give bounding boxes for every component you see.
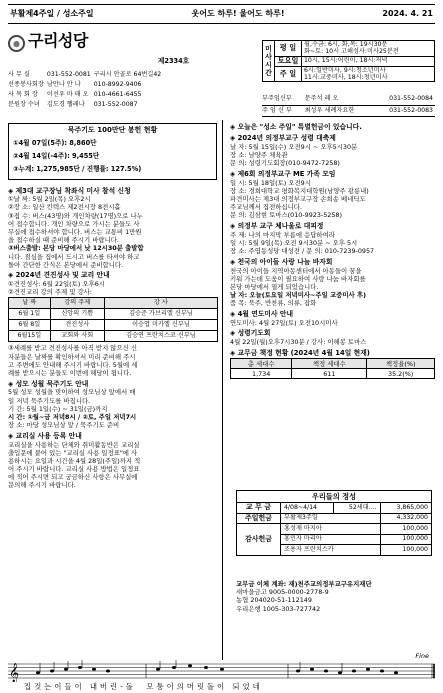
memorial-mass-title: ◈ 4월 연도미사 안내 [230, 309, 294, 318]
parish-name: 구리성당 [28, 31, 88, 50]
table-row: 6월 8일 견진성사 이승엽 미카엘 신부님 [9, 320, 218, 331]
confirmation-schedule-table: 날 짜 강의 주제 강 사 6월 1일 신앙의 기쁨 김승준 가브리엘 신부님 6월 8일 견진성사 이승엽 미카엘 신부님 6월15일 교회와 사회 김승연 프란치스코 신부님 [8, 297, 218, 342]
table-row: 1,734 611 35.2(%) [231, 369, 435, 379]
mass-saturday-times: 10시, 15시:어린이, 18시:저녁 [302, 56, 435, 66]
pilgrimage-title: ◈ 제3대 교구장님 착좌식 미사 참석 신청 [8, 186, 131, 195]
mass-saturday-label: 토요일 [275, 56, 302, 66]
column-divider [222, 120, 223, 660]
bank-accounts: 교무금 이체 계좌: 재)천주교의정부교구유지재단 새마을금고 9005-0000-2778-9 농협 204020-51-112149 우리은행 1005-303-727742 [236, 580, 372, 613]
music-staff-icon [8, 660, 435, 682]
may-rosary-title: ◈ 성모 성월 묵주기도 안내 [8, 379, 89, 388]
parish-contacts: 사 무 실 031-552-0081 구리시 안골로 64번길42 선종봉사회장 남만나 안 나 010-8992-9406 사 목 회 장 이선우 마 태 오 010-4661-6455 분원장 수녀 김도경 헬레나 031-552-0087 [8, 71, 162, 108]
right-column: ◈ 오늘은 "성소 주일" 특별헌금이 있습니다. ◈ 2024년 의정부교구 성령 대축제 날 자: 5월 15일(수) 오전9시 ~ 오후5시30분 장 소: 남양주 체육관 문 의: 성령기도회장(010-9472-7258) ◈ 제6회 의정부교구 ME 가족 모임 일 시: 5월 18일(토) 오전9시 장 소: 경희대학교 평화복지대학원(남양주 광릉내) 파견미사는 제3대 의정부교구장 손희송 베네딕도 주교님께서 집전하십니다. 문 의: 김삼현 토마스(010-9923-5258) ◈ 의정부 교구 체나울로 대피정 주 제: 나의 마지막 부름에 응답하여라 일 시: 5월 9일(목) 오전 9시30분 ~ 오후 5시 장 소: 주엽동성당 대성전 / 문 의: 010-7239-0957 ◈ 천국의 아이들 사랑 나눔 바자회 천국의 아이들 지역아동센터에서 아동들이 꿈을 키워 가는데 도움이 필요하여 사랑 나눔 바자회를 본당 마당에서 열게 되었습니다. 날 자: 오늘(토요일 저녁미사~주일 교중미사 후) 품 목: 묵주, 반찬류, 의류, 잡화 ◈ 4월 연도미사 안내 연도미사: 4월 27일(토) 오전10시미사 ◈ 성령기도회 4월 22일(월)오후7시30분 / 강사: 이해봉 토마스 ◈ 교무금 책정 현황 (2024년 4월 14일 현재) 총 세대수 책정 세대수 책정율(%) 1,734 611 35.2(%) [230, 123, 435, 379]
mass-schedule-side-label: 미 사 시 간 [263, 41, 275, 82]
rosary-line-1: ①4월 07일(5주): 8,860단 [13, 139, 97, 147]
rosary-line-3: ③누계: 1,275,985단 / 진행률: 127.5%) [13, 165, 142, 173]
vocation-sunday-notice: ◈ 오늘은 "성소 주일" 특별헌금이 있습니다. [230, 123, 362, 131]
classroom-title: ◈ 교리실 사용 등록 안내 [8, 431, 82, 440]
mass-weekday-label: 평 일 [275, 41, 302, 57]
mass-schedule [262, 40, 435, 82]
hymn-staff [8, 652, 435, 693]
table-row: 6월15일 교회와 사회 김승연 프란치스코 신부님 [9, 331, 218, 342]
spirit-festival-title: ◈ 2024년 의정부교구 성령 대축제 [230, 134, 336, 143]
hymn-lyrics: 집 것 는 이 들 이 내 버 린 - 돌 모 퉁 이 의 머 릿 돌 이 되 었 네 [24, 682, 261, 691]
offering-title: 우리들의 정성 [237, 491, 432, 503]
confirmation-title: ◈ 2024년 견진성사 및 교리 안내 [8, 271, 110, 280]
svg-text:𝄞: 𝄞 [9, 663, 20, 682]
bulletin-header [8, 4, 435, 24]
census-title: ◈ 교무금 책정 현황 (2024년 4월 14일 현재) [230, 348, 370, 357]
rosary-status-box [8, 123, 217, 180]
rosary-line-2: ②4월 14일(-4주): 9,455단 [13, 152, 100, 160]
left-column: ◈ 제3대 교구장님 착좌식 미사 참석 신청 ①날 짜: 5월 2일(목) 오후2시 ②장 소: 일산 킨텍스 제2전시장 8전시홀 ③접 수: 버스(43명)와 개인차량(17명)으로 나누 어 접수합니다. 개인 차량으로 가시는 분들도 사 무실에 접수하셔야 합니다. 버스는 교통비 1만원 을 접수하실 때 준비해 주시기 바랍니다. ③버스출발: 본당 마당에서 낮 12시30분 출발합 니다. 점심을 집에서 드시고 버스를 타셔야 하고 돌아 간단한 간식은 본당에서 준비합니다. ◈ 2024년 견진성사 및 교리 안내 ①견진성사: 6월 22일(토) 오후6시 ②견진교리 강의 주제 및 강사: 날 짜 강의 주제 강 사 6월 1일 신앙의 기쁨 김승준 가브리엘 신부님 6월 8일 견진성사 이승엽 미카엘 신부님 6월15일 교회와 사회 김승연 프란치스코 신부님 ③세례를 받고 견진성사를 아직 받지 않으신 신 자분들은 날짜를 확인하셔서 미리 준비해 주시 고 주변에도 안내해 주시기 바랍니다. 5월에 세 례를 받으시는 분들도 이번에 해당이 됩니다. ◈ 성모 성월 묵주기도 안내 5월 성모 성월을 맞이하여 성모님상 앞에서 매 일 저녁 묵주기도를 바칩니다. 기 간: 5월 1일(수) ~ 31일(금)까지 시 간: ①월~금 저녁8시 / ②토, 주일 저녁7시 장 소: 마당 성모님상 앞 / 묵주기도 준비 ◈ 교리실 사용 등록 안내 교리실을 사용하는 단체와 취미활동반은 교리실 출입문에 붙어 있는 "교리실 사용 일정표"에 사 용하시는 요일과 시간을 4월 28일(주일)까지 적 어 주시기 바랍니다. 교리실 사용 방법은 일정표 에 적어 주시면 되고 궁금하신 사항은 사무실에 문의해 주시기 바랍니다. [8, 184, 218, 490]
motto: 웃어도 하루! 울어도 하루! [191, 8, 285, 18]
prayer-meeting-title: ◈ 성령기도회 [230, 329, 271, 338]
parish-block [8, 29, 258, 119]
rosary-title: 묵주기도 100만단 봉헌 현황 [67, 126, 158, 134]
me-family-title: ◈ 제6회 의정부교구 ME 가족 모임 [230, 169, 336, 178]
mass-sunday-label: 주 일 [275, 66, 302, 82]
census-table: 총 세대수 책정 세대수 책정율(%) 1,734 611 35.2(%) [230, 358, 435, 379]
bazaar-title: ◈ 천국의 아이들 사랑 나눔 바자회 [230, 257, 333, 266]
mass-weekday-times: 월,수금: 6시, 화,목: 19시30분 화~토: 10시 고해성사:미사25분전 [302, 41, 435, 57]
fine-marker: Fine [415, 652, 429, 660]
issue-number: 제2334호 [158, 57, 190, 65]
bulletin-date: 2024. 4. 21 [382, 8, 433, 18]
table-row: 6월 1일 신앙의 기쁨 김승준 가브리엘 신부님 [9, 309, 218, 320]
parish-emblem-icon [8, 35, 25, 52]
clergy-contacts: 부주임신부 문주석 레 오 031-552-0084 주 임 신 부 최성우 세례자요한 031-552-0083 [262, 94, 435, 117]
offering-table: 우리들의 정성 교 무 금 4/08~4/14 52세대.... 3,865,000 주일헌금 부활제3주일 4,332,000 감사헌금 홍성재 마지아 100,000 홍민자 마리아 100,000 조용자 프란치스카 100,000 [236, 490, 432, 556]
liturgical-day: 부활제4주일 / 성소주일 [10, 8, 94, 18]
retreat-title: ◈ 의정부 교구 체나울로 대피정 [230, 222, 324, 231]
mass-sunday-times: 6시:일반미사, 9시:청소년미사 11시:교중미사, 18시:청년미사 [302, 66, 435, 82]
